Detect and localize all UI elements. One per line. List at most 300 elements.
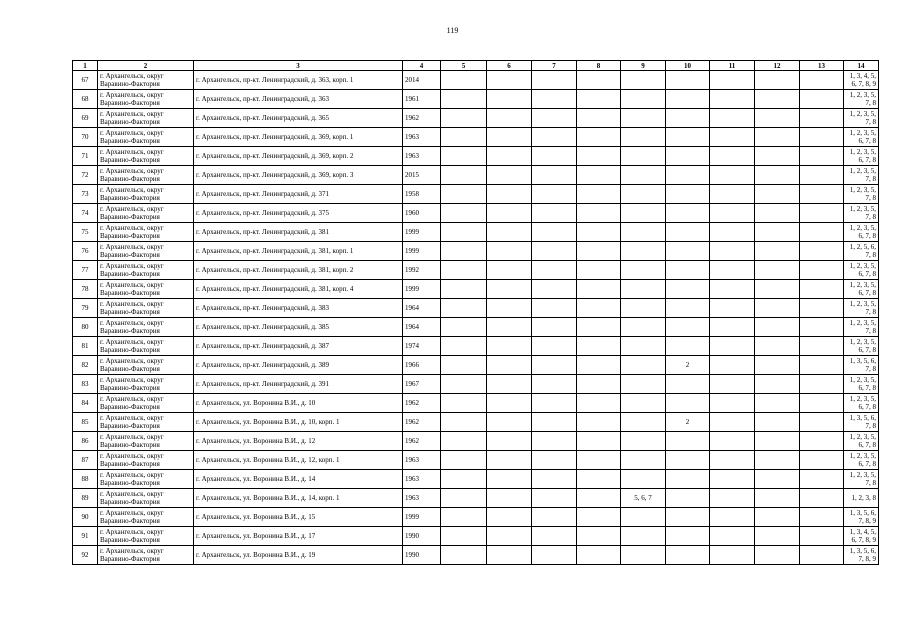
- cell-col-8: [577, 432, 621, 451]
- cell-col-14: 1, 2, 3, 5, 6, 7, 8: [844, 128, 879, 147]
- cell-col-9: [621, 432, 666, 451]
- cell-col-6: [487, 375, 532, 394]
- cell-col-8: [577, 318, 621, 337]
- cell-col-9: [621, 375, 666, 394]
- cell-col-6: [487, 204, 532, 223]
- cell-col-6: [487, 432, 532, 451]
- cell-col-3: г. Архангельск, пр-кт. Ленинградский, д. 363: [194, 90, 403, 109]
- cell-col-2: г. Архангельск, округ Варавино-Фактория: [98, 318, 194, 337]
- cell-col-10: [666, 318, 710, 337]
- cell-col-11: [710, 280, 755, 299]
- cell-col-10: [666, 204, 710, 223]
- cell-col-7: [532, 90, 577, 109]
- cell-col-5: [441, 166, 487, 185]
- cell-col-12: [755, 318, 800, 337]
- cell-col-7: [532, 185, 577, 204]
- cell-col-4: 1966: [403, 356, 441, 375]
- cell-col-8: [577, 185, 621, 204]
- cell-col-12: [755, 432, 800, 451]
- cell-col-13: [800, 489, 844, 508]
- cell-col-3: г. Архангельск, ул. Воронина В.И., д. 10: [194, 394, 403, 413]
- cell-col-8: [577, 394, 621, 413]
- cell-col-4: 1999: [403, 223, 441, 242]
- cell-col-14: 1, 2, 3, 5, 7, 8: [844, 185, 879, 204]
- cell-col-1: 70: [73, 128, 98, 147]
- cell-col-4: 1961: [403, 90, 441, 109]
- table-row: [73, 546, 879, 565]
- cell-col-11: [710, 337, 755, 356]
- cell-col-13: [800, 508, 844, 527]
- cell-col-6: [487, 166, 532, 185]
- cell-col-2: г. Архангельск, округ Варавино-Фактория: [98, 90, 194, 109]
- cell-col-12: [755, 223, 800, 242]
- cell-col-4: 1999: [403, 242, 441, 261]
- cell-col-3: г. Архангельск, пр-кт. Ленинградский, д. 371: [194, 185, 403, 204]
- cell-col-13: [800, 128, 844, 147]
- page-number: 119: [446, 26, 459, 35]
- table-row: [73, 413, 879, 432]
- cell-col-1: 92: [73, 546, 98, 565]
- cell-col-14: 1, 2, 3, 5, 7, 8: [844, 470, 879, 489]
- cell-col-9: [621, 394, 666, 413]
- cell-col-8: [577, 470, 621, 489]
- cell-col-7: [532, 546, 577, 565]
- cell-col-5: [441, 489, 487, 508]
- cell-col-14: 1, 2, 3, 5, 6, 7, 8: [844, 147, 879, 166]
- cell-col-4: 1964: [403, 318, 441, 337]
- cell-col-10: [666, 489, 710, 508]
- cell-col-12: [755, 71, 800, 90]
- cell-col-9: [621, 261, 666, 280]
- cell-col-5: [441, 318, 487, 337]
- cell-col-10: [666, 166, 710, 185]
- cell-col-8: [577, 413, 621, 432]
- cell-col-13: [800, 261, 844, 280]
- cell-col-11: [710, 71, 755, 90]
- cell-col-7: [532, 470, 577, 489]
- cell-col-5: [441, 451, 487, 470]
- cell-col-8: [577, 356, 621, 375]
- cell-col-1: 89: [73, 489, 98, 508]
- cell-col-8: [577, 508, 621, 527]
- cell-col-2: г. Архангельск, округ Варавино-Фактория: [98, 71, 194, 90]
- cell-col-12: [755, 185, 800, 204]
- cell-col-3: г. Архангельск, пр-кт. Ленинградский, д. 369, корп. 3: [194, 166, 403, 185]
- cell-col-4: 1963: [403, 451, 441, 470]
- cell-col-2: г. Архангельск, округ Варавино-Фактория: [98, 337, 194, 356]
- cell-col-10: [666, 128, 710, 147]
- cell-col-2: г. Архангельск, округ Варавино-Фактория: [98, 432, 194, 451]
- cell-col-12: [755, 489, 800, 508]
- cell-col-2: г. Архангельск, округ Варавино-Фактория: [98, 451, 194, 470]
- cell-col-4: 1967: [403, 375, 441, 394]
- cell-col-11: [710, 470, 755, 489]
- cell-col-1: 68: [73, 90, 98, 109]
- cell-col-10: [666, 147, 710, 166]
- cell-col-13: [800, 527, 844, 546]
- cell-col-6: [487, 280, 532, 299]
- table-body: [73, 71, 879, 565]
- cell-col-1: 85: [73, 413, 98, 432]
- cell-col-2: г. Архангельск, округ Варавино-Фактория: [98, 242, 194, 261]
- cell-col-14: 1, 2, 3, 8: [844, 489, 879, 508]
- cell-col-5: [441, 71, 487, 90]
- cell-col-9: [621, 318, 666, 337]
- cell-col-1: 82: [73, 356, 98, 375]
- cell-col-10: [666, 90, 710, 109]
- cell-col-1: 69: [73, 109, 98, 128]
- cell-col-11: [710, 109, 755, 128]
- cell-col-14: 1, 3, 5, 6, 7, 8, 9: [844, 546, 879, 565]
- cell-col-13: [800, 451, 844, 470]
- cell-col-6: [487, 242, 532, 261]
- cell-col-3: г. Архангельск, пр-кт. Ленинградский, д. 391: [194, 375, 403, 394]
- cell-col-3: г. Архангельск, ул. Воронина В.И., д. 12, корп. 1: [194, 451, 403, 470]
- cell-col-3: г. Архангельск, пр-кт. Ленинградский, д. 381, корп. 2: [194, 261, 403, 280]
- cell-col-14: 1, 3, 4, 5, 6, 7, 8, 9: [844, 71, 879, 90]
- cell-col-14: 1, 2, 3, 5, 6, 7, 8: [844, 223, 879, 242]
- cell-col-5: [441, 109, 487, 128]
- cell-col-7: [532, 242, 577, 261]
- cell-col-13: [800, 470, 844, 489]
- cell-col-9: [621, 166, 666, 185]
- cell-col-9: [621, 527, 666, 546]
- cell-col-1: 79: [73, 299, 98, 318]
- cell-col-11: [710, 375, 755, 394]
- column-header-9: 9: [621, 61, 666, 71]
- cell-col-5: [441, 147, 487, 166]
- table-row: [73, 280, 879, 299]
- cell-col-11: [710, 128, 755, 147]
- cell-col-12: [755, 128, 800, 147]
- cell-col-5: [441, 394, 487, 413]
- cell-col-12: [755, 546, 800, 565]
- cell-col-2: г. Архангельск, округ Варавино-Фактория: [98, 223, 194, 242]
- table-row: [73, 204, 879, 223]
- cell-col-8: [577, 527, 621, 546]
- cell-col-12: [755, 90, 800, 109]
- cell-col-6: [487, 508, 532, 527]
- column-header-10: 10: [666, 61, 710, 71]
- cell-col-1: 75: [73, 223, 98, 242]
- cell-col-10: [666, 375, 710, 394]
- table-row: [73, 489, 879, 508]
- cell-col-8: [577, 223, 621, 242]
- cell-col-1: 90: [73, 508, 98, 527]
- cell-col-14: 1, 2, 3, 5, 7, 8: [844, 109, 879, 128]
- cell-col-4: 1963: [403, 147, 441, 166]
- cell-col-7: [532, 71, 577, 90]
- cell-col-14: 1, 3, 4, 5, 6, 7, 8, 9: [844, 527, 879, 546]
- table-header: [73, 61, 879, 71]
- cell-col-7: [532, 261, 577, 280]
- cell-col-11: [710, 147, 755, 166]
- cell-col-14: 1, 3, 5, 6, 7, 8: [844, 413, 879, 432]
- cell-col-5: [441, 432, 487, 451]
- cell-col-3: г. Архангельск, ул. Воронина В.И., д. 12: [194, 432, 403, 451]
- cell-col-4: 1962: [403, 413, 441, 432]
- column-header-5: 5: [441, 61, 487, 71]
- cell-col-4: 1958: [403, 185, 441, 204]
- cell-col-10: [666, 242, 710, 261]
- cell-col-10: [666, 261, 710, 280]
- cell-col-9: [621, 147, 666, 166]
- cell-col-14: 1, 3, 5, 6, 7, 8: [844, 356, 879, 375]
- cell-col-12: [755, 356, 800, 375]
- cell-col-8: [577, 451, 621, 470]
- cell-col-7: [532, 128, 577, 147]
- cell-col-14: 1, 2, 3, 5, 6, 7, 8: [844, 394, 879, 413]
- cell-col-10: [666, 185, 710, 204]
- cell-col-5: [441, 185, 487, 204]
- cell-col-2: г. Архангельск, округ Варавино-Фактория: [98, 394, 194, 413]
- cell-col-8: [577, 280, 621, 299]
- cell-col-2: г. Архангельск, округ Варавино-Фактория: [98, 508, 194, 527]
- cell-col-14: 1, 2, 3, 5, 7, 8: [844, 299, 879, 318]
- cell-col-7: [532, 223, 577, 242]
- cell-col-14: 1, 2, 3, 5, 7, 8: [844, 204, 879, 223]
- cell-col-9: [621, 451, 666, 470]
- table-row: [73, 223, 879, 242]
- cell-col-9: [621, 470, 666, 489]
- cell-col-1: 88: [73, 470, 98, 489]
- cell-col-4: 1974: [403, 337, 441, 356]
- cell-col-13: [800, 413, 844, 432]
- cell-col-13: [800, 242, 844, 261]
- cell-col-12: [755, 166, 800, 185]
- cell-col-4: 1962: [403, 432, 441, 451]
- cell-col-5: [441, 242, 487, 261]
- cell-col-7: [532, 375, 577, 394]
- cell-col-6: [487, 318, 532, 337]
- cell-col-8: [577, 375, 621, 394]
- cell-col-12: [755, 337, 800, 356]
- header-row: [73, 61, 879, 71]
- table-row: [73, 375, 879, 394]
- column-header-7: 7: [532, 61, 577, 71]
- cell-col-9: [621, 356, 666, 375]
- cell-col-14: 1, 2, 3, 5, 6, 7, 8: [844, 451, 879, 470]
- cell-col-2: г. Архангельск, округ Варавино-Фактория: [98, 489, 194, 508]
- cell-col-6: [487, 337, 532, 356]
- cell-col-7: [532, 413, 577, 432]
- cell-col-9: [621, 71, 666, 90]
- cell-col-11: [710, 204, 755, 223]
- cell-col-11: [710, 546, 755, 565]
- cell-col-11: [710, 299, 755, 318]
- cell-col-2: г. Архангельск, округ Варавино-Фактория: [98, 204, 194, 223]
- cell-col-4: 1962: [403, 109, 441, 128]
- cell-col-12: [755, 470, 800, 489]
- table-row: [73, 71, 879, 90]
- cell-col-7: [532, 394, 577, 413]
- cell-col-12: [755, 508, 800, 527]
- cell-col-12: [755, 109, 800, 128]
- cell-col-12: [755, 394, 800, 413]
- cell-col-4: 2015: [403, 166, 441, 185]
- cell-col-3: г. Архангельск, ул. Воронина В.И., д. 14: [194, 470, 403, 489]
- table-row: [73, 261, 879, 280]
- cell-col-6: [487, 261, 532, 280]
- column-header-1: 1: [73, 61, 98, 71]
- cell-col-5: [441, 508, 487, 527]
- cell-col-7: [532, 451, 577, 470]
- cell-col-11: [710, 90, 755, 109]
- table-row: [73, 337, 879, 356]
- cell-col-4: 1990: [403, 527, 441, 546]
- cell-col-8: [577, 261, 621, 280]
- cell-col-1: 67: [73, 71, 98, 90]
- cell-col-1: 87: [73, 451, 98, 470]
- column-header-14: 14: [844, 61, 879, 71]
- cell-col-8: [577, 128, 621, 147]
- table-row: [73, 147, 879, 166]
- cell-col-12: [755, 204, 800, 223]
- cell-col-13: [800, 299, 844, 318]
- cell-col-13: [800, 337, 844, 356]
- column-header-6: 6: [487, 61, 532, 71]
- cell-col-10: [666, 470, 710, 489]
- cell-col-14: 1, 3, 5, 6, 7, 8, 9: [844, 508, 879, 527]
- cell-col-12: [755, 527, 800, 546]
- cell-col-8: [577, 337, 621, 356]
- cell-col-14: 1, 2, 3, 5, 6, 7, 8: [844, 280, 879, 299]
- table-row: [73, 90, 879, 109]
- cell-col-7: [532, 299, 577, 318]
- cell-col-1: 72: [73, 166, 98, 185]
- cell-col-1: 76: [73, 242, 98, 261]
- cell-col-10: [666, 299, 710, 318]
- cell-col-3: г. Архангельск, пр-кт. Ленинградский, д. 381, корп. 1: [194, 242, 403, 261]
- cell-col-7: [532, 109, 577, 128]
- cell-col-5: [441, 223, 487, 242]
- cell-col-2: г. Архангельск, округ Варавино-Фактория: [98, 356, 194, 375]
- cell-col-13: [800, 185, 844, 204]
- cell-col-10: [666, 432, 710, 451]
- cell-col-10: 2: [666, 413, 710, 432]
- table-row: [73, 508, 879, 527]
- cell-col-5: [441, 527, 487, 546]
- cell-col-10: [666, 71, 710, 90]
- table-row: [73, 109, 879, 128]
- table-row: [73, 527, 879, 546]
- cell-col-1: 86: [73, 432, 98, 451]
- cell-col-13: [800, 166, 844, 185]
- cell-col-13: [800, 375, 844, 394]
- cell-col-2: г. Архангельск, округ Варавино-Фактория: [98, 185, 194, 204]
- table-row: [73, 356, 879, 375]
- cell-col-5: [441, 261, 487, 280]
- cell-col-3: г. Архангельск, ул. Воронина В.И., д. 19: [194, 546, 403, 565]
- cell-col-14: 1, 2, 3, 5, 7, 8: [844, 166, 879, 185]
- cell-col-12: [755, 451, 800, 470]
- cell-col-13: [800, 356, 844, 375]
- cell-col-2: г. Архангельск, округ Варавино-Фактория: [98, 166, 194, 185]
- cell-col-9: [621, 280, 666, 299]
- cell-col-6: [487, 90, 532, 109]
- cell-col-2: г. Архангельск, округ Варавино-Фактория: [98, 413, 194, 432]
- cell-col-14: 1, 2, 3, 5, 7, 8: [844, 318, 879, 337]
- cell-col-8: [577, 90, 621, 109]
- cell-col-3: г. Архангельск, пр-кт. Ленинградский, д. 369, корп. 1: [194, 128, 403, 147]
- cell-col-11: [710, 223, 755, 242]
- table-row: [73, 318, 879, 337]
- cell-col-14: 1, 2, 3, 5, 6, 7, 8: [844, 261, 879, 280]
- cell-col-5: [441, 299, 487, 318]
- cell-col-14: 1, 2, 5, 6, 7, 8: [844, 242, 879, 261]
- cell-col-11: [710, 451, 755, 470]
- cell-col-13: [800, 109, 844, 128]
- cell-col-6: [487, 489, 532, 508]
- cell-col-9: [621, 185, 666, 204]
- cell-col-9: [621, 337, 666, 356]
- cell-col-6: [487, 451, 532, 470]
- cell-col-13: [800, 318, 844, 337]
- cell-col-1: 80: [73, 318, 98, 337]
- cell-col-11: [710, 318, 755, 337]
- cell-col-6: [487, 128, 532, 147]
- column-header-13: 13: [800, 61, 844, 71]
- cell-col-5: [441, 128, 487, 147]
- cell-col-4: 1999: [403, 508, 441, 527]
- cell-col-9: 5, 6, 7: [621, 489, 666, 508]
- cell-col-6: [487, 470, 532, 489]
- cell-col-4: 2014: [403, 71, 441, 90]
- cell-col-11: [710, 489, 755, 508]
- cell-col-3: г. Архангельск, пр-кт. Ленинградский, д. 363, корп. 1: [194, 71, 403, 90]
- cell-col-9: [621, 546, 666, 565]
- column-header-3: 3: [194, 61, 403, 71]
- cell-col-2: г. Архангельск, округ Варавино-Фактория: [98, 375, 194, 394]
- cell-col-4: 1963: [403, 128, 441, 147]
- table-row: [73, 451, 879, 470]
- cell-col-5: [441, 413, 487, 432]
- cell-col-14: 1, 2, 3, 5, 6, 7, 8: [844, 337, 879, 356]
- cell-col-7: [532, 432, 577, 451]
- cell-col-10: [666, 508, 710, 527]
- cell-col-5: [441, 470, 487, 489]
- cell-col-11: [710, 261, 755, 280]
- cell-col-7: [532, 337, 577, 356]
- table-row: [73, 185, 879, 204]
- cell-col-12: [755, 375, 800, 394]
- cell-col-6: [487, 299, 532, 318]
- column-header-8: 8: [577, 61, 621, 71]
- cell-col-8: [577, 109, 621, 128]
- cell-col-8: [577, 546, 621, 565]
- cell-col-8: [577, 147, 621, 166]
- table-row: [73, 242, 879, 261]
- cell-col-9: [621, 508, 666, 527]
- table-row: [73, 432, 879, 451]
- cell-col-5: [441, 90, 487, 109]
- cell-col-7: [532, 508, 577, 527]
- cell-col-9: [621, 128, 666, 147]
- cell-col-1: 83: [73, 375, 98, 394]
- cell-col-6: [487, 394, 532, 413]
- cell-col-9: [621, 299, 666, 318]
- cell-col-3: г. Архангельск, пр-кт. Ленинградский, д. 387: [194, 337, 403, 356]
- table-row: [73, 166, 879, 185]
- cell-col-6: [487, 185, 532, 204]
- cell-col-14: 1, 2, 3, 5, 7, 8: [844, 90, 879, 109]
- cell-col-13: [800, 90, 844, 109]
- cell-col-3: г. Архангельск, ул. Воронина В.И., д. 14, корп. 1: [194, 489, 403, 508]
- cell-col-3: г. Архангельск, пр-кт. Ленинградский, д. 383: [194, 299, 403, 318]
- cell-col-3: г. Архангельск, пр-кт. Ленинградский, д. 369, корп. 2: [194, 147, 403, 166]
- cell-col-12: [755, 299, 800, 318]
- cell-col-2: г. Архангельск, округ Варавино-Фактория: [98, 299, 194, 318]
